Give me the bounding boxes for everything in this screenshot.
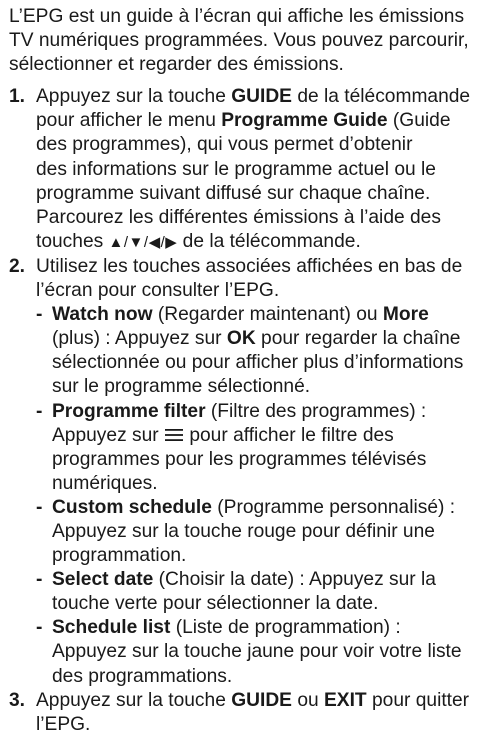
intro-line: L’EPG est un guide à l’écran qui affiche les émissions — [9, 6, 465, 27]
bullet-line: programmation. — [52, 545, 187, 567]
option-label: Select date — [52, 569, 154, 591]
bullet-line — [52, 303, 496, 327]
bullet-dash: - — [36, 496, 43, 518]
guide-key-label: GUIDE — [231, 86, 292, 108]
step-line — [36, 109, 496, 133]
guide-key-label: GUIDE — [231, 689, 292, 711]
intro-paragraph — [9, 5, 496, 77]
option-label: Watch now — [52, 304, 153, 326]
bullet-programme-filter — [36, 400, 496, 496]
step-3 — [9, 689, 496, 737]
bullet-line: des programmations. — [52, 665, 233, 687]
bullet-dash: - — [36, 400, 43, 422]
intro-line: sélectionner et regarder des émissions. — [9, 54, 344, 76]
bullet-text — [52, 400, 496, 496]
ok-key-label: OK — [226, 328, 256, 350]
step-line: des programmes), qui vous permet d’obtenir — [36, 134, 413, 156]
text: (Choisir la date) : Appuyez sur la — [153, 569, 436, 591]
bullet-line — [52, 496, 496, 520]
text: Appuyez sur — [52, 424, 164, 446]
option-label: More — [382, 304, 429, 326]
bullet-line: touche verte pour sélectionner la date. — [52, 593, 379, 615]
text: Appuyez sur la touche — [36, 86, 232, 108]
bullet-line: Appuyez sur la touche jaune pour voir votre liste — [52, 641, 462, 663]
step-1 — [9, 85, 496, 255]
bullet-line — [52, 424, 496, 448]
bullet-line — [52, 327, 496, 351]
bullet-custom-schedule — [36, 496, 496, 568]
exit-key-label: EXIT — [324, 689, 367, 711]
step-line — [36, 85, 496, 109]
option-label: Schedule list — [52, 617, 171, 639]
bullet-watch-now — [36, 303, 496, 399]
intro-line: TV numériques programmées. Vous pouvez parcourir, — [9, 30, 469, 52]
step-line: l’EPG. — [36, 713, 91, 735]
text: Appuyez sur la touche — [36, 689, 232, 711]
bullet-schedule-list — [36, 616, 496, 688]
step-line: programme suivant diffusé sur chaque chaîne. — [36, 182, 431, 204]
step-1-text — [36, 85, 496, 255]
text: pour afficher le menu — [36, 110, 222, 132]
step-number: 1. — [9, 86, 26, 108]
step-line: l’écran pour consulter l’EPG. — [36, 280, 280, 302]
text: (Guide — [387, 110, 451, 132]
bullet-text — [52, 496, 496, 568]
text: (Liste de programmation) : — [170, 617, 401, 639]
text: ou — [291, 689, 324, 711]
bullet-line — [52, 568, 496, 592]
text: (Filtre des programmes) : — [205, 400, 427, 422]
text: de la télécommande — [291, 86, 471, 108]
step-line: des informations sur le programme actuel ou le — [36, 158, 436, 180]
bullet-line: sur le programme sélectionné. — [52, 376, 311, 398]
step-number: 3. — [9, 689, 26, 711]
bullet-text — [52, 568, 496, 616]
bullet-dash: - — [36, 569, 43, 591]
text: (Regarder maintenant) ou — [152, 304, 383, 326]
step-line: Utilisez les touches associées affichées en bas de — [36, 255, 463, 277]
bullet-dash: - — [36, 304, 43, 326]
bullet-text — [52, 303, 496, 399]
text: pour afficher le filtre des — [184, 424, 394, 446]
step-3-text — [36, 689, 496, 737]
bullet-line: numériques. — [52, 472, 158, 494]
text: de la télécommande. — [177, 230, 361, 252]
arrow-keys-icon: ▲/▼/◀/▶ — [108, 233, 178, 251]
text: touches — [36, 230, 109, 252]
text: (Programme personnalisé) : — [211, 496, 456, 518]
bullet-line — [52, 400, 496, 424]
bullet-line: Appuyez sur la touche rouge pour définir une — [52, 520, 435, 542]
step-2-text — [36, 255, 496, 689]
bullet-select-date — [36, 568, 496, 616]
option-label: Programme filter — [52, 400, 206, 422]
bullet-dash: - — [36, 617, 43, 639]
step-number: 2. — [9, 255, 26, 277]
step-line: Parcourez les différentes émissions à l’aide des — [36, 206, 441, 228]
text: (plus) : Appuyez sur — [52, 328, 227, 350]
text: pour quitter — [366, 689, 470, 711]
bullet-line: sélectionnée ou pour afficher plus d’informations — [52, 352, 464, 374]
step-2 — [9, 255, 496, 689]
programme-guide-label: Programme Guide — [221, 110, 388, 132]
bullet-line: programmes pour les programmes télévisés — [52, 448, 427, 470]
bullet-line — [52, 616, 496, 640]
text: pour regarder la chaîne — [255, 328, 461, 350]
step-line — [36, 230, 496, 255]
step-line — [36, 689, 496, 713]
option-label: Custom schedule — [52, 496, 212, 518]
menu-icon — [165, 428, 183, 442]
bullet-text — [52, 616, 496, 688]
